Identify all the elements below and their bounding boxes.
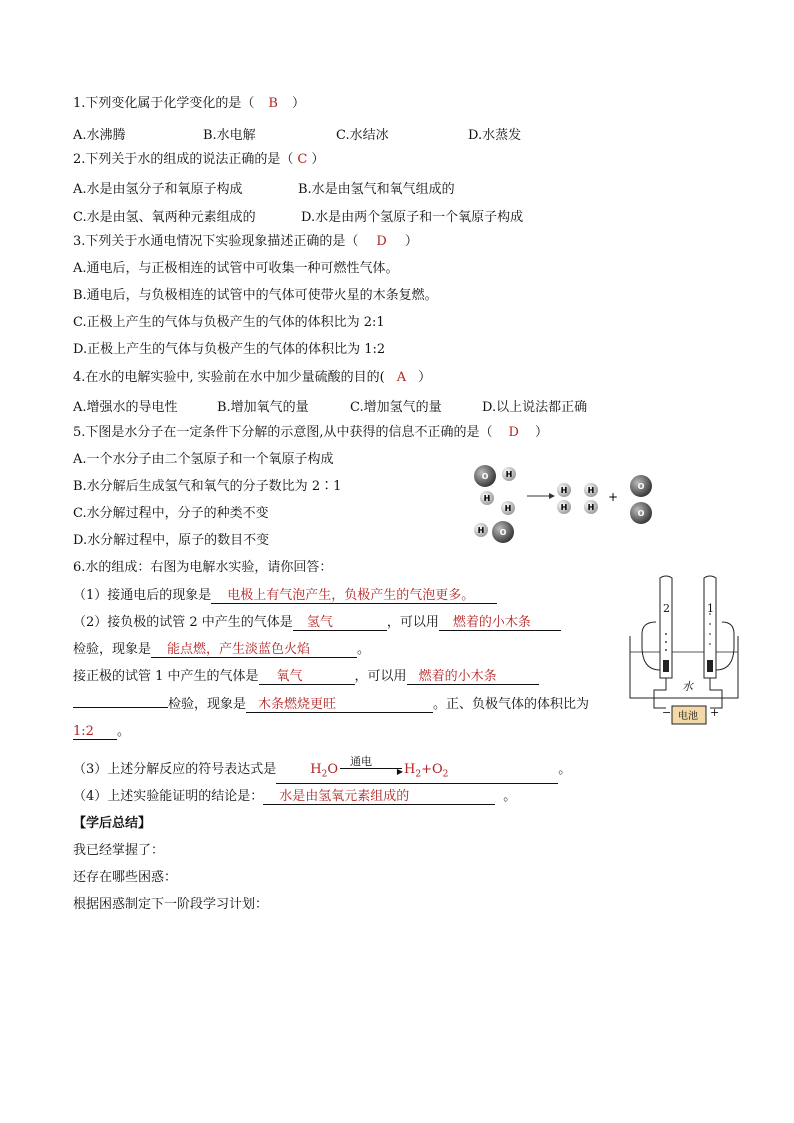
q3-option-a: A.通电后，与正极相连的试管中可收集一种可燃性气体。: [73, 261, 399, 276]
svg-text:O: O: [481, 472, 489, 481]
q5-option-c: C.水分解过程中，分子的种类不变: [73, 506, 269, 521]
electrode-negative: [663, 660, 669, 672]
q2-answer: C: [297, 152, 308, 167]
svg-text:H: H: [505, 470, 513, 479]
q5-stem: 5.下图是水分子在一定条件下分解的示意图,从中获得的信息不正确的是（ D ）: [73, 425, 548, 440]
battery-label: 电池: [678, 711, 698, 722]
tube-2-label: 2: [663, 602, 670, 615]
q3-option-c: C.正极上产生的气体与负极产生的气体的体积比为 2:1: [73, 315, 385, 330]
q6-ratio: 1:2 。: [73, 724, 131, 739]
q2-option-a: A.水是由氢分子和氧原子构成: [73, 182, 243, 197]
svg-text:H: H: [483, 494, 491, 503]
q6-positive-phenomenon: 检验，现象是 木条燃烧更旺 。正、负极气体的体积比为: [73, 696, 589, 714]
summary-confusion: 还存在哪些困惑：: [73, 870, 178, 885]
q6-part4: （4）上述实验能证明的结论是： 水是由氢氧元素组成的 。: [73, 789, 517, 804]
q6-part2-phenomenon-answer: 能点燃，产生淡蓝色火焰: [151, 642, 357, 658]
plus-sign: +: [607, 490, 619, 504]
q1-option-d: D.水蒸发: [468, 128, 522, 143]
q1-answer: B: [268, 96, 278, 111]
q3-option-d: D.正极上产生的气体与负极产生的气体的体积比为 1:2: [73, 342, 386, 357]
q6-positive-test-answer: 燃着的小木条: [407, 669, 539, 685]
q4-option-d: D.以上说法都正确: [482, 400, 588, 415]
tube-1-label: 1: [707, 602, 714, 615]
q6-ratio-answer: 1:2: [73, 724, 117, 740]
q6-positive-phenomenon-answer: 木条燃烧更旺: [246, 697, 433, 713]
q6-part1: （1）接通电后的现象是 电极上有气泡产生，负极产生的气泡更多。: [73, 587, 497, 605]
q4-answer: A: [396, 370, 407, 385]
q6-part2-gas-answer: 氢气: [293, 615, 387, 631]
negative-sign: −: [662, 706, 672, 719]
q3-answer: D: [376, 234, 387, 249]
q2-stem: 2.下列关于水的组成的说法正确的是（ C ）: [73, 152, 325, 167]
svg-text:H: H: [587, 503, 595, 512]
hydrogen-molecules: [557, 483, 598, 514]
q5-answer: D: [508, 425, 519, 440]
water-molecule-1: [474, 465, 516, 505]
svg-text:H: H: [587, 486, 595, 495]
svg-text:H: H: [477, 526, 485, 535]
electrolysis-apparatus: [626, 574, 746, 730]
svg-text:H: H: [560, 503, 568, 512]
q1-stem: 1.下列变化属于化学变化的是（ B ）: [73, 96, 305, 111]
svg-text:H: H: [560, 486, 568, 495]
svg-text:O: O: [637, 482, 645, 491]
q3-option-b: B.通电后，与负极相连的试管中的气体可使带火星的木条复燃。: [73, 288, 438, 303]
summary-mastered: 我已经掌握了：: [73, 843, 165, 858]
q6-part2-phenomenon: 检验，现象是 能点燃，产生淡蓝色火焰 。: [73, 642, 371, 657]
q6-title: 6.水的组成：右图为电解水实验，请你回答：: [73, 560, 333, 575]
q4-option-a: A.增强水的导电性: [73, 400, 178, 415]
svg-text:H: H: [504, 504, 512, 513]
equation-products: $H_2+O_2$: [404, 762, 449, 780]
water-label: 水: [682, 680, 693, 693]
q6-part1-answer: 电极上有气泡产生，负极产生的气泡更多。: [211, 588, 497, 604]
water-molecule-2: [474, 501, 515, 543]
svg-text:O: O: [637, 509, 645, 518]
q5-option-d: D.水分解过程中，原子的数目不变: [73, 533, 270, 548]
q6-part2-test-answer: 燃着的小木条: [439, 615, 561, 631]
q5-option-b: B.水分解后生成氢气和氧气的分子数比为 2∶1: [73, 479, 342, 494]
q2-option-c: C.水是由氢、氧两种元素组成的: [73, 210, 256, 225]
q4-option-b: B.增加氧气的量: [217, 400, 309, 415]
wire-to-battery-neg: [654, 678, 666, 708]
svg-text:O: O: [499, 528, 507, 537]
positive-sign: +: [710, 706, 720, 719]
q2-option-b: B.水是由氢气和氧气组成的: [298, 182, 455, 197]
q6-part2: （2）接负极的试管 2 中产生的气体是 氢气 ，可以用 燃着的小木条: [73, 614, 561, 632]
summary-plan: 根据困惑制定下一阶段学习计划：: [73, 897, 269, 912]
q2-option-d: D.水是由两个氢原子和一个氧原子构成: [301, 210, 524, 225]
q1-option-a: A.水沸腾: [73, 128, 126, 143]
q6-part3: （3）上述分解反应的符号表达式是 $H_2O$ 通电 ▶ $H_2+O_2$ 。: [73, 761, 571, 784]
summary-title: 【学后总结】: [73, 816, 152, 831]
water-decomposition-diagram: [465, 460, 665, 550]
q6-equation: $H_2O$ 通电 ▶ $H_2+O_2$: [276, 762, 558, 784]
q1-option-b: B.水电解: [203, 128, 256, 143]
wire-negative: [642, 622, 660, 670]
q5-option-a: A.一个水分子由二个氢原子和一个氧原子构成: [73, 452, 334, 467]
q3-stem: 3.下列关于水通电情况下实验现象描述正确的是（ D ）: [73, 234, 418, 249]
electrode-positive: [707, 660, 713, 672]
q6-positive-gas-answer: 氧气: [259, 669, 355, 685]
q6-part2-positive: 接正极的试管 1 中产生的气体是 氧气 ，可以用 燃着的小木条: [73, 668, 539, 686]
equation-reactant: $H_2O$: [310, 762, 339, 780]
q4-option-c: C.增加氢气的量: [350, 400, 442, 415]
wire-positive: [716, 622, 734, 670]
q6-conclusion-answer: 水是由氢氧元素组成的: [263, 789, 495, 805]
q1-option-c: C.水结冰: [336, 128, 389, 143]
q4-stem: 4.在水的电解实验中, 实验前在水中加少量硫酸的目的( A ）: [73, 370, 432, 385]
oxygen-molecule: [630, 475, 652, 524]
